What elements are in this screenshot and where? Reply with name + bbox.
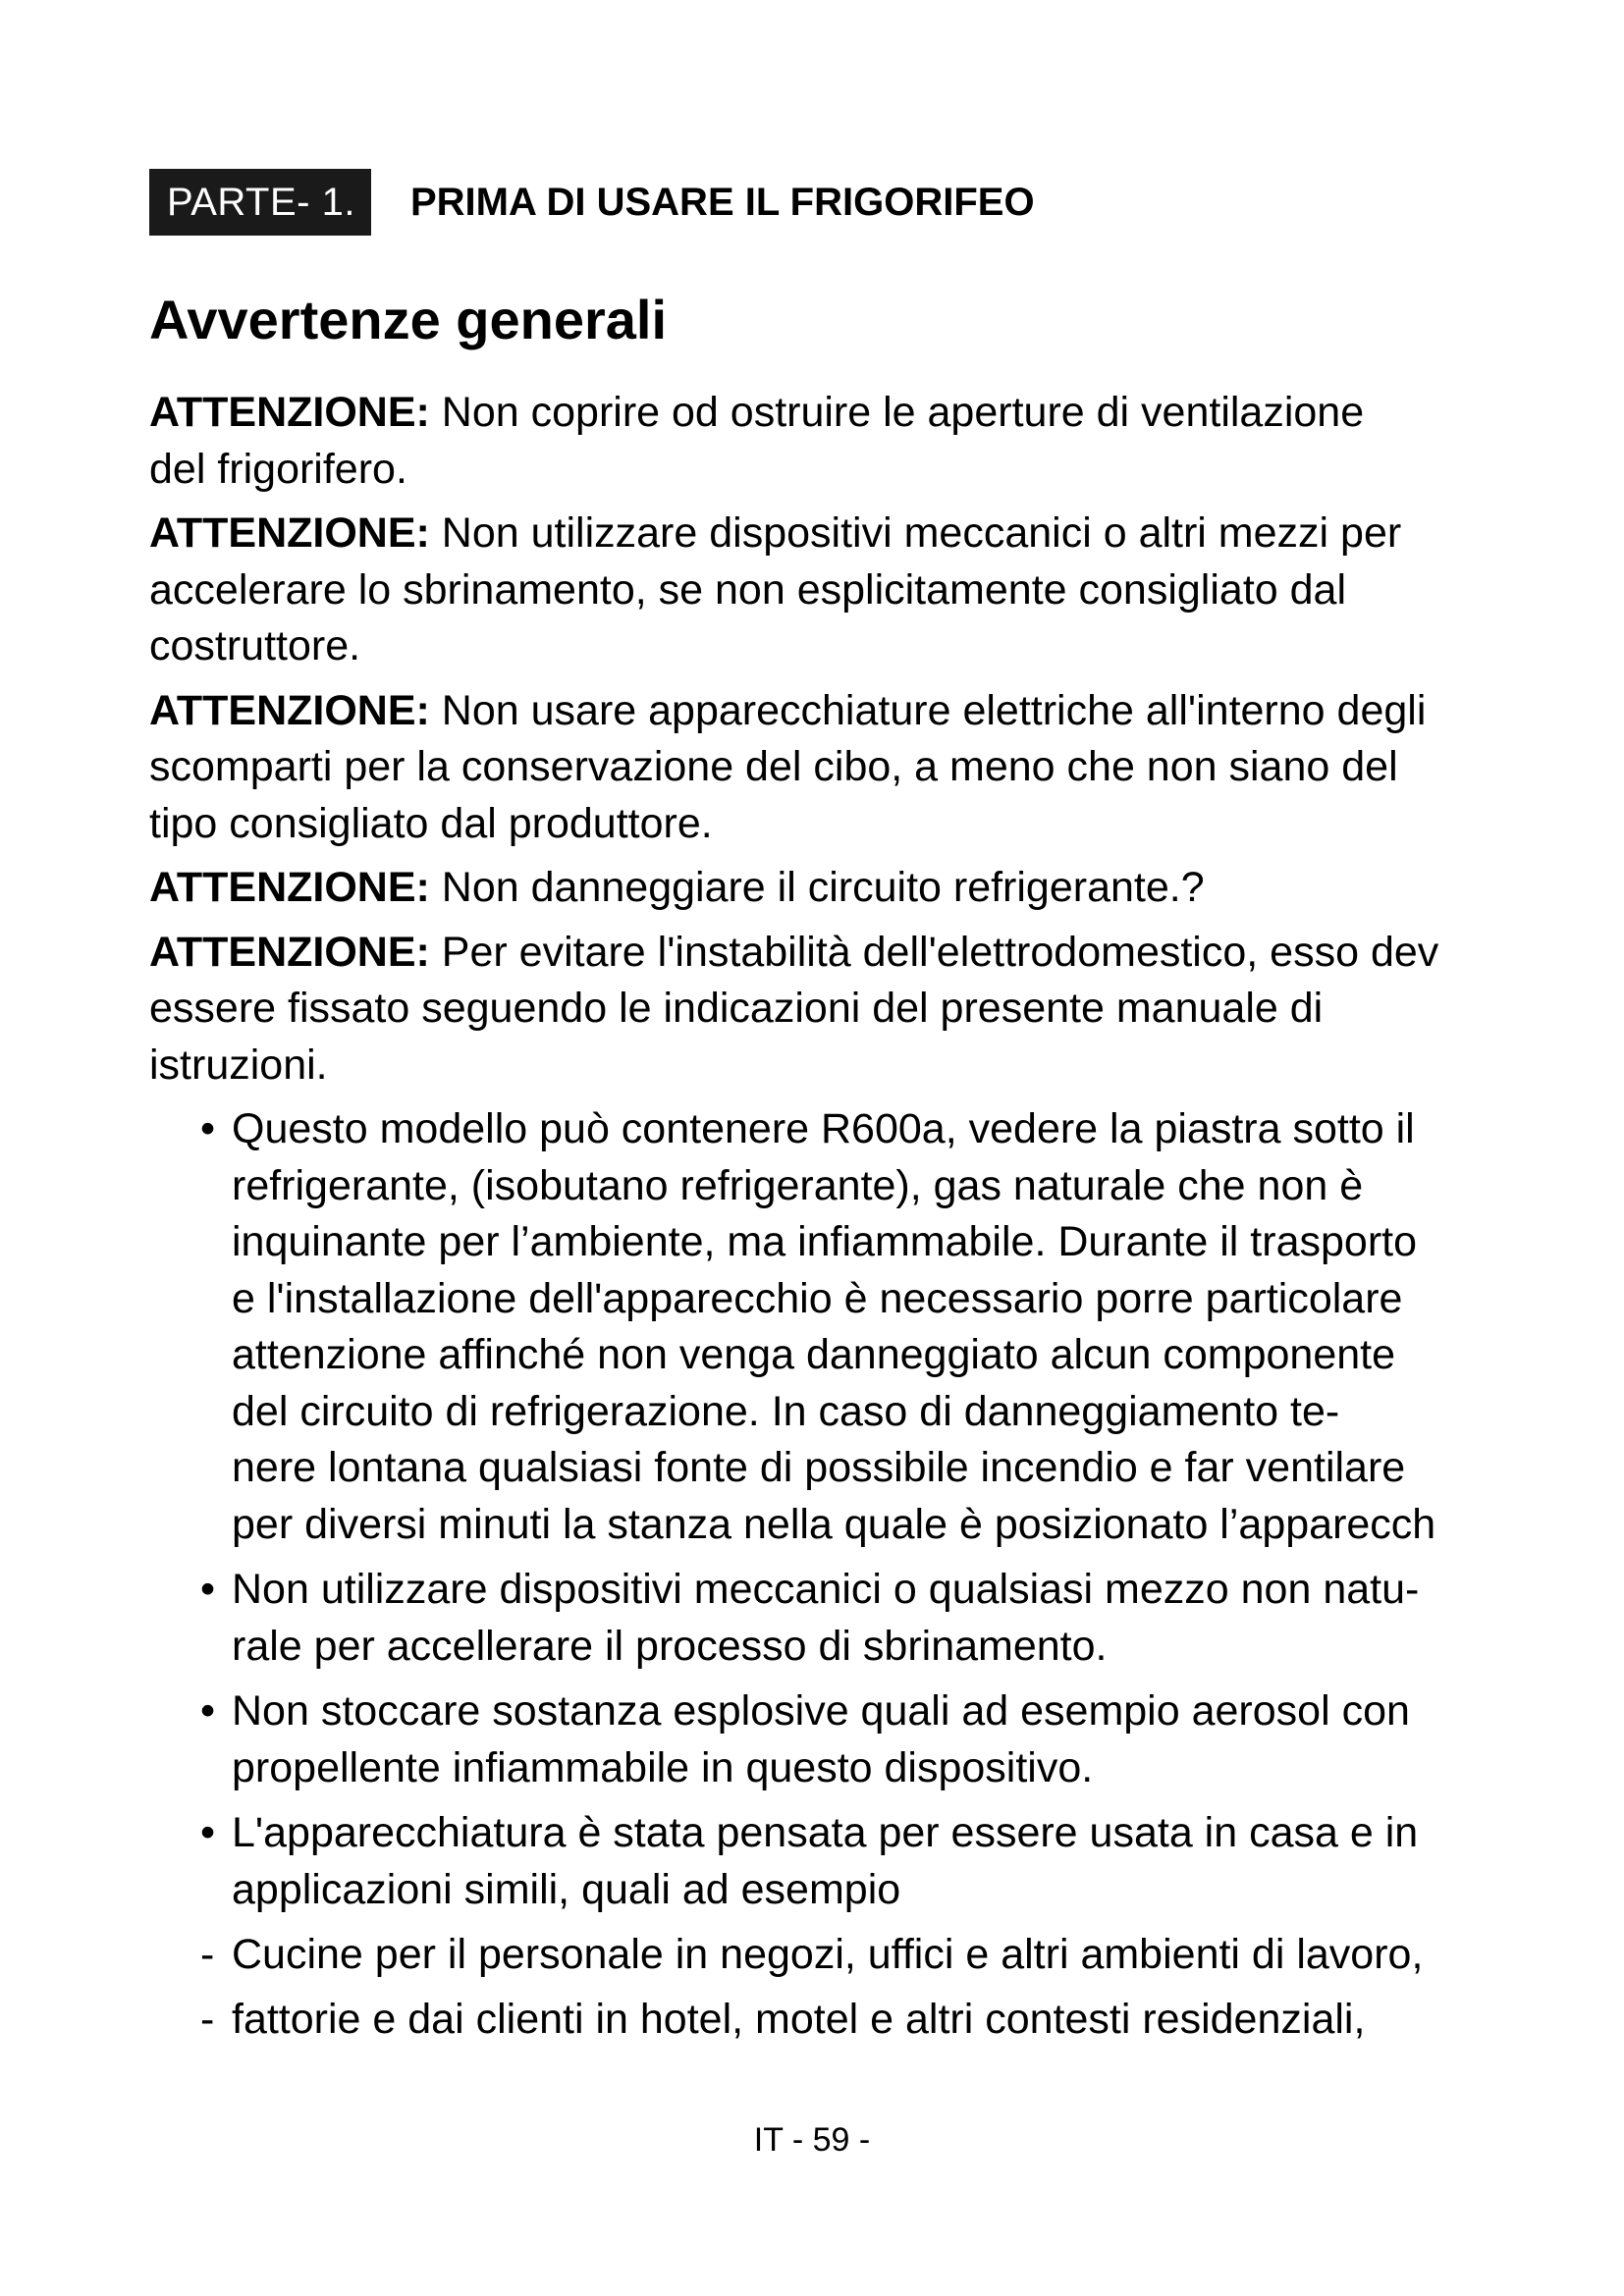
section-title: Avvertenze generali (149, 289, 668, 350)
bullet-line: applicazioni simili, quali ad esempio (232, 1865, 901, 1913)
warning-text: Per evitare l'instabilità dell'elettrodomestico, esso dev (429, 928, 1439, 976)
warning-text: accelerare lo sbrinamento, se non esplicitamente consigliato dal (149, 565, 1347, 614)
warning-line (149, 618, 1602, 675)
bullet-item (149, 1683, 1622, 1796)
warning-text: tipo consigliato dal produttore. (149, 799, 713, 847)
warning-label: ATTENZIONE: (149, 509, 430, 557)
warning-paragraph (149, 506, 1622, 675)
bullet-line: attenzione affinché non venga danneggiato alcun componente (232, 1331, 1396, 1378)
warning-paragraph (149, 683, 1622, 853)
bullet-line: e l'installazione dell'apparecchio è necessario porre particolare (232, 1274, 1403, 1322)
warning-text: del frigorifero. (149, 445, 407, 493)
bullet-item (149, 1562, 1622, 1675)
warning-label: ATTENZIONE: (149, 389, 430, 436)
dash-marker: - (200, 1931, 215, 1978)
bullet-marker: • (200, 1809, 216, 1856)
warning-paragraph (149, 925, 1622, 1095)
bullet-line: inquinante per l’ambiente, ma infiammabile. Durante il trasporto (232, 1218, 1418, 1265)
warning-paragraph (149, 385, 1622, 498)
dash-marker: - (200, 1995, 215, 2043)
bullet-marker: • (200, 1566, 216, 1613)
bullet-marker: • (200, 1105, 216, 1152)
warning-line (149, 442, 1602, 499)
warning-text: Non utilizzare dispositivi meccanici o altri mezzi per (429, 509, 1402, 557)
warning-text: essere fissato seguendo le indicazioni del presente manuale di (149, 985, 1324, 1032)
warning-label: ATTENZIONE: (149, 864, 430, 911)
bullet-line: Questo modello può contenere R600a, vedere la piastra sotto il (232, 1105, 1415, 1152)
bullet-line: del circuito di refrigerazione. In caso di danneggiamento te- (232, 1387, 1340, 1435)
warning-label: ATTENZIONE: (149, 928, 430, 976)
warning-line (149, 562, 1602, 619)
warning-text: istruzioni. (149, 1041, 328, 1089)
warning-text: Non coprire od ostruire le aperture di ventilazione (429, 389, 1365, 436)
dash-item (149, 1927, 1606, 1984)
bullet-line: Non utilizzare dispositivi meccanici o qualsiasi mezzo non natu- (232, 1566, 1420, 1613)
warning-line (149, 385, 1602, 442)
dash-item-text: fattorie e dai clienti in hotel, motel e altri contesti residenziali, (232, 1995, 1366, 2043)
bullet-item (149, 1101, 1622, 1553)
warning-text: Non danneggiare il circuito refrigerante.? (429, 864, 1205, 911)
warning-line (149, 683, 1602, 740)
warning-line (149, 860, 1602, 917)
bullet-line: nere lontana qualsiasi fonte di possibile incendio e far ventilare (232, 1444, 1406, 1491)
bullet-line: refrigerante, (isobutano refrigerante), gas naturale che non è (232, 1161, 1364, 1209)
warning-line (149, 739, 1602, 796)
warning-label: ATTENZIONE: (149, 686, 430, 734)
warning-line (149, 506, 1602, 562)
dash-list (149, 1927, 1622, 2048)
warning-text: costruttore. (149, 622, 361, 669)
part-title: PRIMA DI USARE IL FRIGORIFEO (409, 180, 1035, 224)
bullet-item (149, 1805, 1622, 1918)
bullet-line: Non stoccare sostanza esplosive quali ad esempio aerosol con (232, 1687, 1410, 1735)
warning-line (149, 981, 1602, 1038)
warning-line (149, 796, 1602, 853)
part-header (149, 169, 1035, 236)
warning-line (149, 925, 1602, 982)
warning-line (149, 1038, 1602, 1095)
body-text (149, 385, 1622, 2056)
bullet-list (149, 1101, 1622, 1918)
bullet-marker: • (200, 1687, 216, 1735)
dash-item (149, 1992, 1606, 2049)
part-label-badge: PARTE- 1. (149, 169, 371, 236)
warning-text: scomparti per la conservazione del cibo, a meno che non siano del (149, 743, 1398, 790)
bullet-line: per diversi minuti la stanza nella quale è posizionato l’apparecch (232, 1500, 1436, 1548)
warning-text: Non usare apparecchiature elettriche all'interno degli (429, 686, 1427, 734)
bullet-line: propellente infiammabile in questo dispositivo. (232, 1743, 1094, 1791)
dash-item-text: Cucine per il personale in negozi, uffici e altri ambienti di lavoro, (232, 1931, 1424, 1978)
warnings-list (149, 385, 1622, 1094)
warning-paragraph (149, 860, 1622, 917)
bullet-line: rale per accellerare il processo di sbrinamento. (232, 1622, 1108, 1670)
bullet-line: L'apparecchiatura è stata pensata per essere usata in casa e in (232, 1809, 1419, 1856)
page-number: IT - 59 - (753, 2121, 871, 2159)
